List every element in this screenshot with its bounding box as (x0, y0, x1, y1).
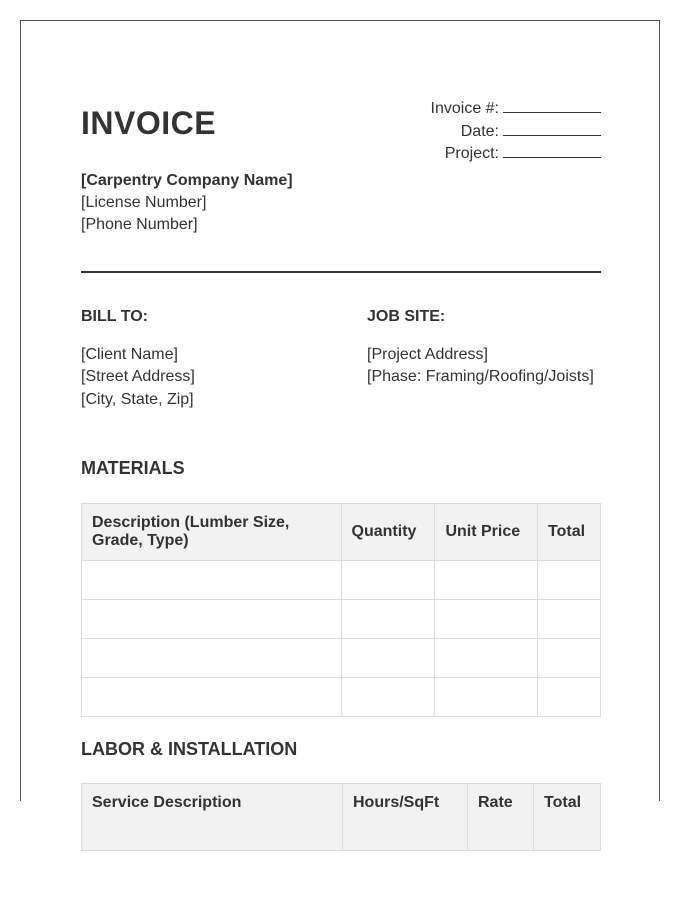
company-name: [Carpentry Company Name] (81, 172, 293, 189)
invoice-page (20, 20, 660, 811)
city-state-zip: [City, State, Zip] (81, 390, 194, 408)
table-cell[interactable] (82, 639, 342, 678)
invoice-number-label: Invoice #: (430, 100, 499, 117)
materials-header-row (82, 504, 601, 561)
bill-to-address (81, 344, 195, 412)
job-site-section (367, 306, 594, 389)
table-row (82, 639, 601, 678)
table-cell[interactable] (435, 561, 538, 600)
date-label: Date: (460, 122, 499, 140)
project-address: [Project Address] (367, 345, 488, 363)
license-number: [License Number] (81, 194, 207, 211)
table-cell[interactable] (82, 561, 342, 600)
labor-header-row (82, 784, 601, 851)
company-info (81, 170, 293, 236)
materials-table (81, 503, 601, 717)
labor-col-hours-sqft: Hours/SqFt (343, 784, 468, 851)
materials-col-description: Description (Lumber Size, Grade, Type) (82, 504, 342, 561)
invoice-number-row (431, 98, 601, 121)
table-cell[interactable] (341, 561, 435, 600)
materials-col-total: Total (538, 504, 601, 561)
project-phase: [Phase: Framing/Roofing/Joists] (367, 368, 594, 385)
date-field[interactable] (503, 121, 601, 136)
table-cell[interactable] (435, 678, 538, 717)
invoice-title: INVOICE (81, 105, 217, 141)
header-divider (81, 271, 601, 273)
project-field[interactable] (503, 143, 601, 158)
invoice-number-field[interactable] (503, 98, 601, 113)
table-row (82, 561, 601, 600)
labor-table (81, 783, 601, 851)
table-cell[interactable] (538, 561, 601, 600)
invoice-meta (431, 98, 601, 166)
date-row (431, 121, 601, 144)
project-row (431, 143, 601, 166)
table-cell[interactable] (341, 678, 435, 717)
table-cell[interactable] (341, 600, 435, 639)
table-cell[interactable] (82, 600, 342, 639)
table-cell[interactable] (538, 600, 601, 639)
labor-col-rate: Rate (468, 784, 534, 851)
materials-heading: MATERIALS (81, 458, 185, 478)
table-cell[interactable] (538, 639, 601, 678)
job-site-address (367, 344, 594, 389)
street-address: [Street Address] (81, 368, 195, 385)
job-site-label: JOB SITE: (367, 308, 446, 325)
table-row (82, 600, 601, 639)
labor-col-total: Total (534, 784, 601, 851)
materials-col-unit-price: Unit Price (435, 504, 538, 561)
labor-heading: LABOR & INSTALLATION (81, 739, 298, 759)
table-cell[interactable] (435, 639, 538, 678)
labor-col-service-description: Service Description (82, 784, 343, 851)
client-name: [Client Name] (81, 345, 178, 363)
table-cell[interactable] (341, 639, 435, 678)
table-cell[interactable] (538, 678, 601, 717)
bill-to-label: BILL TO: (81, 308, 148, 325)
phone-number: [Phone Number] (81, 216, 198, 233)
bill-to-section (81, 306, 195, 411)
project-label: Project: (444, 145, 499, 162)
table-cell[interactable] (82, 678, 342, 717)
table-cell[interactable] (435, 600, 538, 639)
materials-col-quantity: Quantity (341, 504, 435, 561)
table-row (82, 678, 601, 717)
